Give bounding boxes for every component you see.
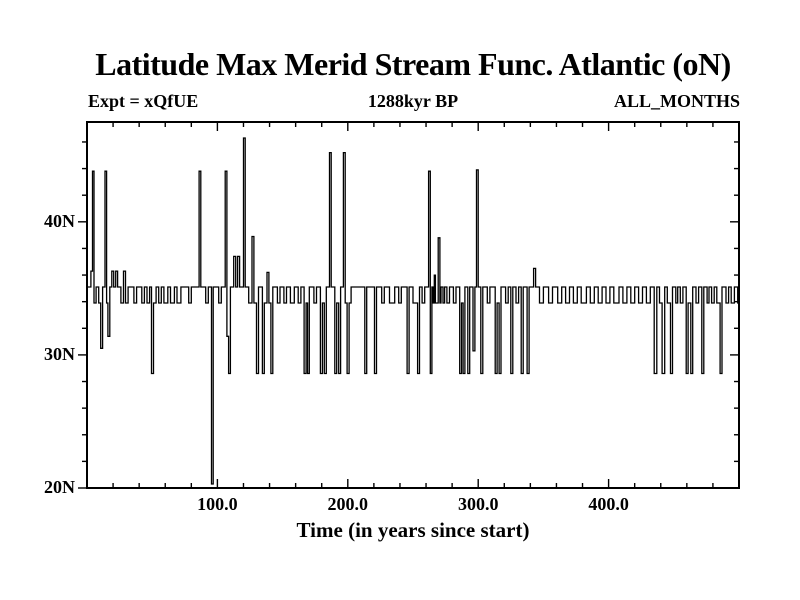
- x-tick-label: 300.0: [457, 494, 499, 514]
- x-tick-label: 400.0: [588, 494, 629, 514]
- x-tick-label: 100.0: [197, 494, 238, 514]
- x-axis-label: Time (in years since start): [296, 518, 530, 542]
- y-tick-label: 30N: [44, 343, 75, 364]
- y-tick-label: 20N: [44, 477, 75, 497]
- chart-title: Latitude Max Merid Stream Func. Atlantic (oN): [95, 46, 731, 82]
- months-label: ALL_MONTHS: [613, 91, 740, 111]
- time-bp-label: 1288kyr BP: [367, 91, 459, 111]
- plot-frame: [87, 122, 739, 488]
- data-line: [87, 138, 739, 484]
- experiment-label: Expt = xQfUE: [88, 91, 199, 111]
- x-tick-label: 200.0: [327, 494, 369, 514]
- y-tick-label: 40N: [44, 210, 75, 231]
